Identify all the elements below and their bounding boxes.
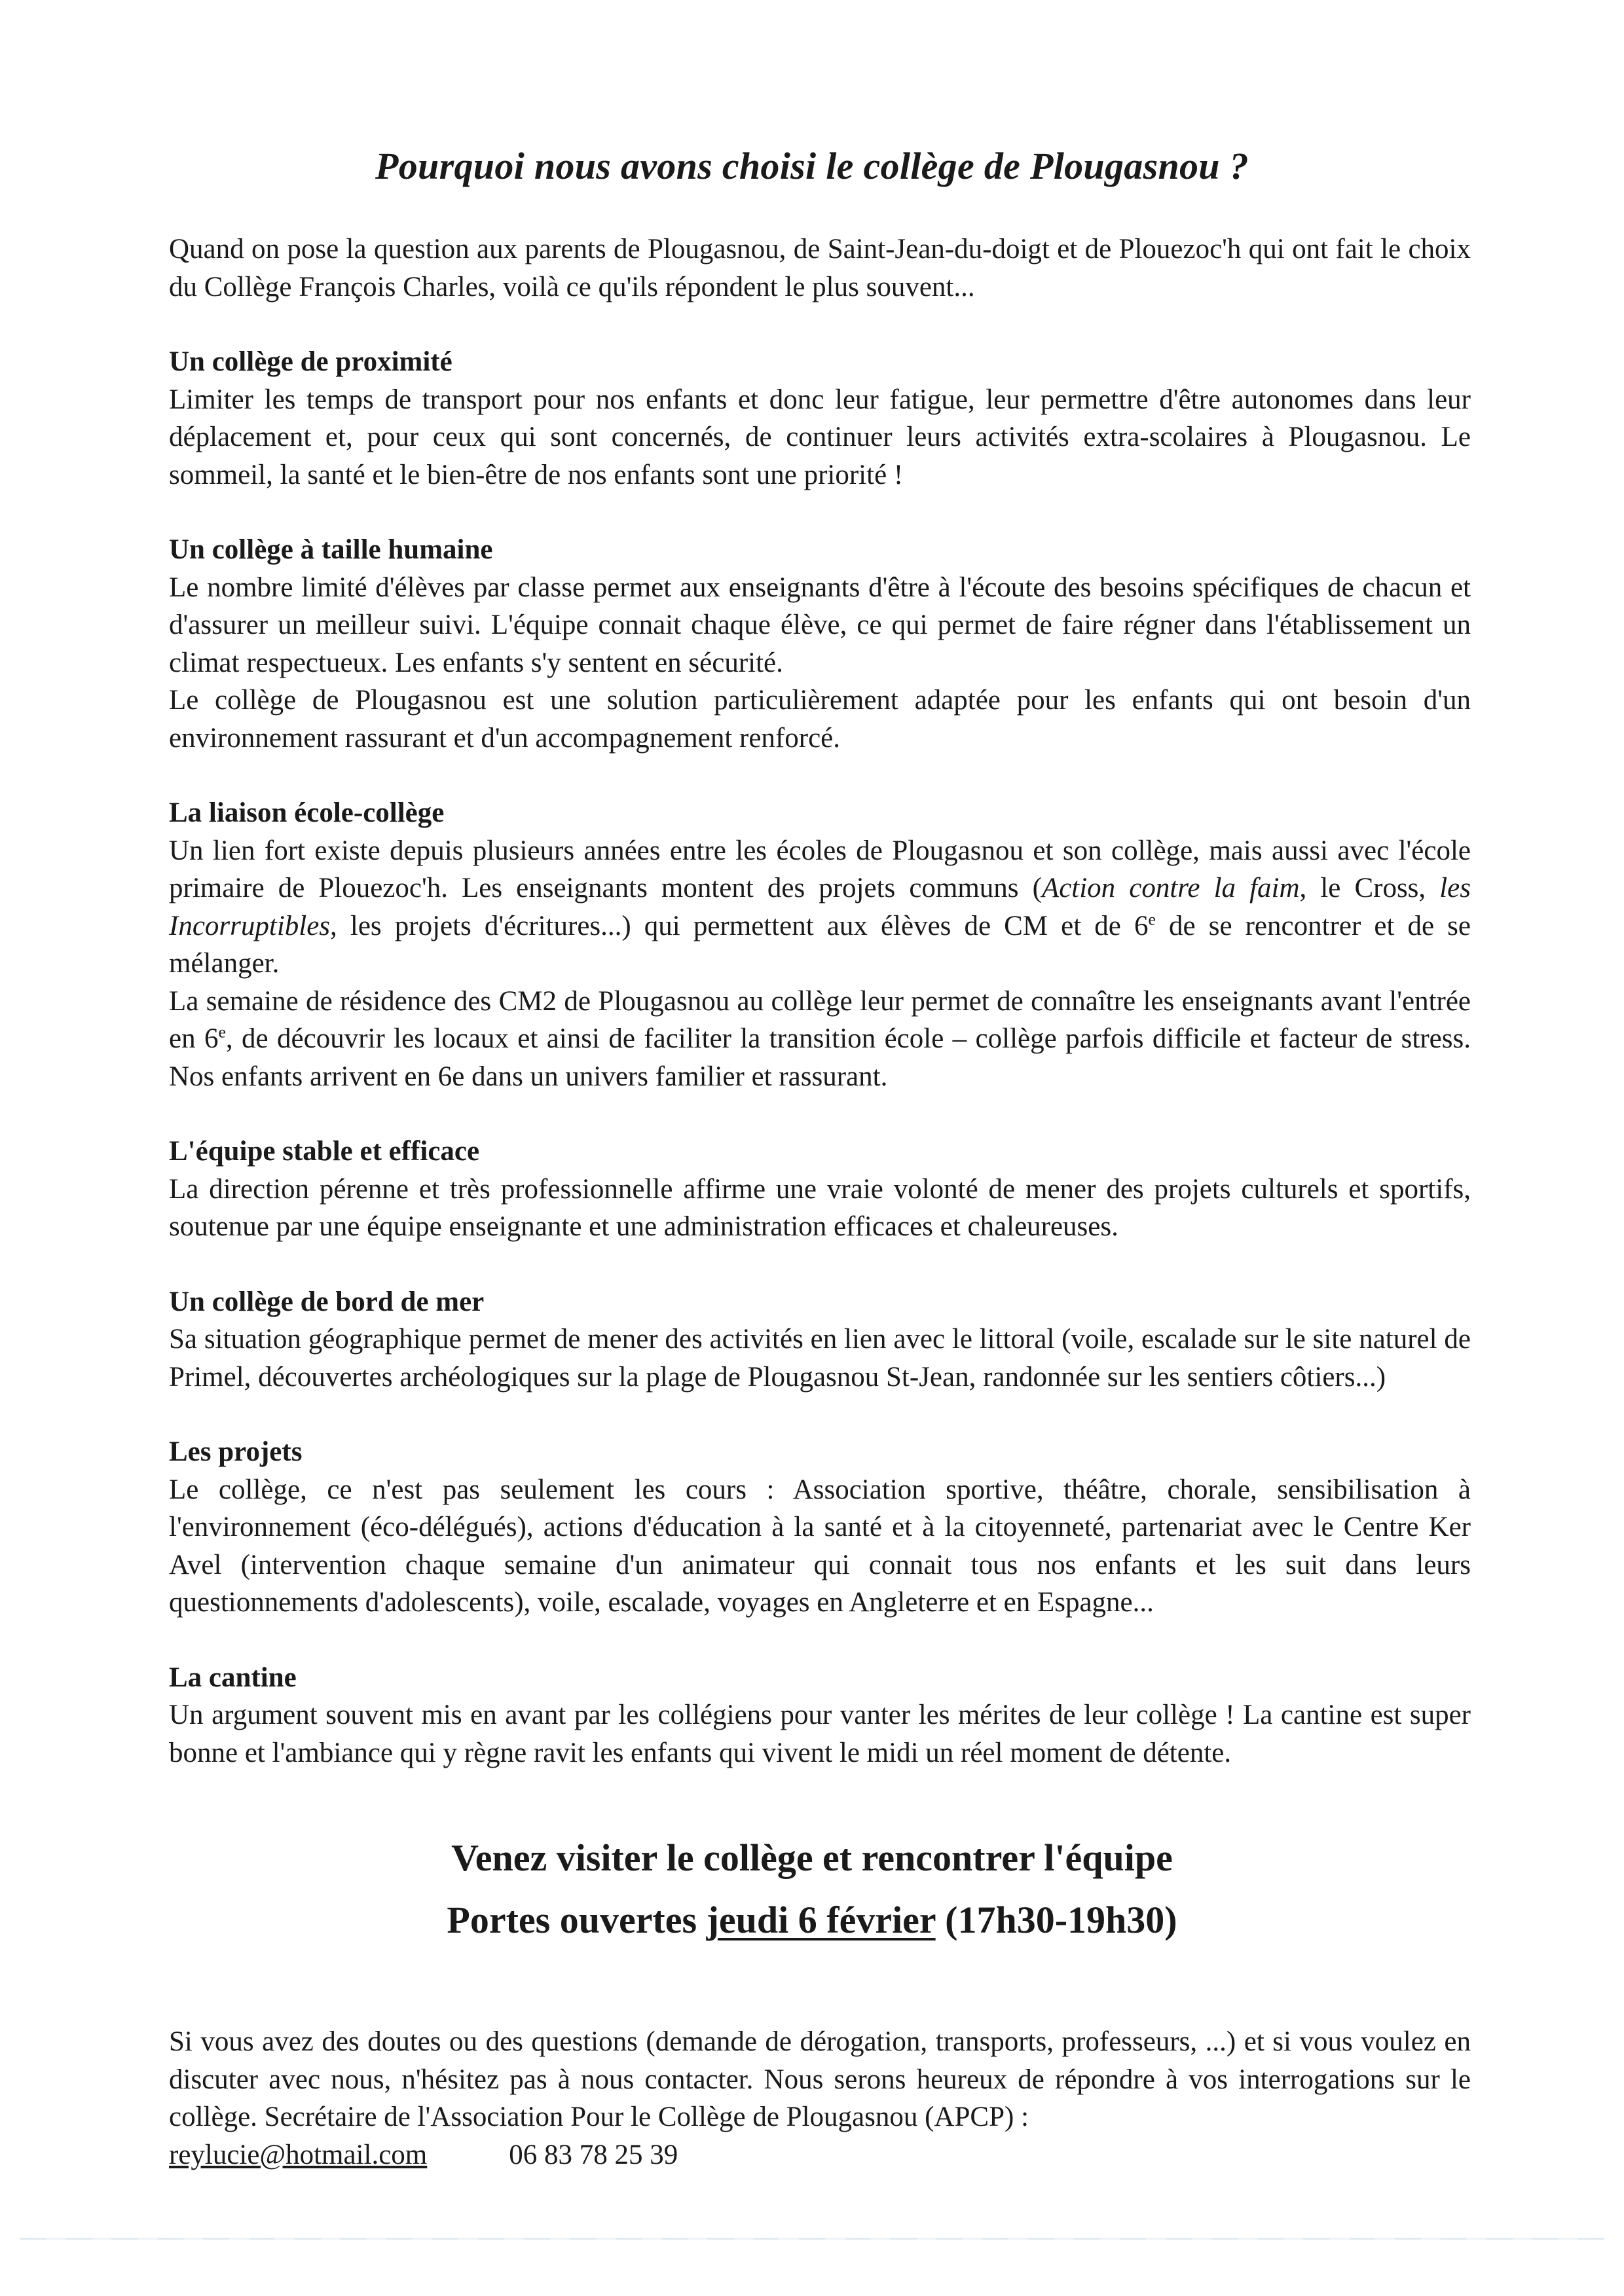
section-taille-humaine (169, 531, 1471, 757)
section-bord-de-mer (169, 1283, 1471, 1396)
section-heading: Un collège de proximité (169, 346, 452, 377)
contact-line (169, 2136, 1471, 2174)
call-to-action (0, 1827, 1624, 1951)
section-proximite (169, 343, 1471, 494)
cta-line-visit: Venez visiter le collège et rencontrer l'équipe (451, 1836, 1173, 1879)
main-content (169, 230, 1471, 1809)
cta-date: jeudi 6 février (706, 1899, 936, 1941)
section-cantine (169, 1659, 1471, 1772)
italic-text: les Incorruptibles (169, 873, 1471, 941)
superscript: e (218, 1022, 226, 1042)
section-heading: Les projets (169, 1436, 303, 1467)
italic-text: Action contre la faim (1041, 873, 1300, 903)
text-span: , les projets d'écritures...) qui permettent aux élèves de CM et de 6 (330, 910, 1149, 941)
section-heading: Un collège à taille humaine (169, 534, 493, 565)
section-projets (169, 1433, 1471, 1622)
text-span: , de découvrir les locaux et ainsi de faciliter la transition école – collège parfois difficile et facteur de stress. Nos enfants arrivent en 6e dans un univers familier et rassurant. (169, 1023, 1471, 1092)
phone-number: 06 83 78 25 39 (509, 2139, 678, 2170)
cta-line-open-house (0, 1889, 1624, 1951)
contact-footer (169, 2023, 1471, 2174)
page-title: Pourquoi nous avons choisi le collège de Plougasnou ? (375, 145, 1249, 187)
section-heading: La liaison école-collège (169, 797, 445, 828)
superscript: e (1148, 909, 1156, 929)
section-paragraph: Limiter les temps de transport pour nos enfants et donc leur fatigue, leur permettre d'être autonomes dans leur déplacement et, pour ceux qui sont concernés, de continuer leurs activités extra-scolaires à Plougasnou. Le sommeil, la santé et le bien-être de nos enfants sont une priorité ! (169, 384, 1471, 490)
scan-artifact-line (20, 2238, 1604, 2240)
intro-paragraph: Quand on pose la question aux parents de Plougasnou, de Saint-Jean-du-doigt et de Plouezoc'h qui ont fait le choix du Collège François Charles, voilà ce qu'ils répondent le plus souvent... (169, 234, 1471, 302)
section-paragraph: Sa situation géographique permet de mener des activités en lien avec le littoral (voile, escalade sur le site naturel de Primel, découvertes archéologiques sur la plage de Plougasnou St-Jean, randonnée sur les sentiers côtiers...) (169, 1324, 1471, 1393)
section-paragraph: Le nombre limité d'élèves par classe permet aux enseignants d'être à l'écoute des besoins spécifiques de chacun et d'assurer un meilleur suivi. L'équipe connait chaque élève, ce qui permet de faire régner dans l'établissement un climat respectueux. Les enfants s'y sentent en sécurité. (169, 572, 1471, 678)
section-paragraph: Un argument souvent mis en avant par les collégiens pour vanter les mérites de leur collège ! La cantine est super bonne et l'ambiance qui y règne ravit les enfants qui vivent le midi un réel moment de détente. (169, 1700, 1471, 1768)
section-liaison (169, 794, 1471, 1095)
section-heading: L'équipe stable et efficace (169, 1136, 480, 1167)
text-span: , le Cross, (1299, 873, 1440, 903)
section-paragraph: Le collège de Plougasnou est une solution particulièrement adaptée pour les enfants qui ont besoin d'un environnement rassurant et d'un accompagnement renforcé. (169, 685, 1471, 754)
cta-prefix: Portes ouvertes (447, 1899, 707, 1941)
email-link[interactable]: reylucie@hotmail.com (169, 2139, 428, 2170)
section-paragraph: La direction pérenne et très professionnelle affirme une vraie volonté de mener des projets culturels et sportifs, soutenue par une équipe enseignante et une administration efficaces et chaleureuses. (169, 1173, 1471, 1242)
section-paragraph (169, 832, 1471, 983)
text-span: La semaine de résidence des CM2 de Plougasnou au collège leur permet de connaître les enseignants avant l'entrée en 6 (169, 985, 1471, 1054)
section-paragraph: Le collège, ce n'est pas seulement les cours : Association sportive, théâtre, chorale, sensibilisation à l'environnement (éco-délégués), actions d'éducation à la santé et à la citoyenneté, partenariat avec le Centre Ker Avel (intervention chaque semaine d'un animateur qui connait tous nos enfants et les suit dans leurs questionnements d'adolescents), voile, escalade, voyages en Angleterre et en Espagne... (169, 1474, 1471, 1618)
section-paragraph (169, 983, 1471, 1096)
text-span: Un lien fort existe depuis plusieurs années entre les écoles de Plougasnou et son collège, mais aussi avec l'école primaire de Plouezoc'h. Les enseignants montent des projets communs ( (169, 835, 1471, 903)
section-heading: La cantine (169, 1662, 297, 1693)
cta-hours: (17h30-19h30) (935, 1899, 1177, 1941)
footer-paragraph: Si vous avez des doutes ou des questions (demande de dérogation, transports, professeurs, ...) et si vous voulez en discuter avec nous, n'hésitez pas à nous contacter. Nous serons heureux de répondre à vos interrogations sur le collège. Secrétaire de l'Association Pour le Collège de Plougasnou (APCP) : (169, 2026, 1471, 2132)
text-span: de se rencontrer et de se mélanger. (169, 910, 1471, 979)
section-equipe (169, 1133, 1471, 1246)
section-heading: Un collège de bord de mer (169, 1286, 485, 1317)
